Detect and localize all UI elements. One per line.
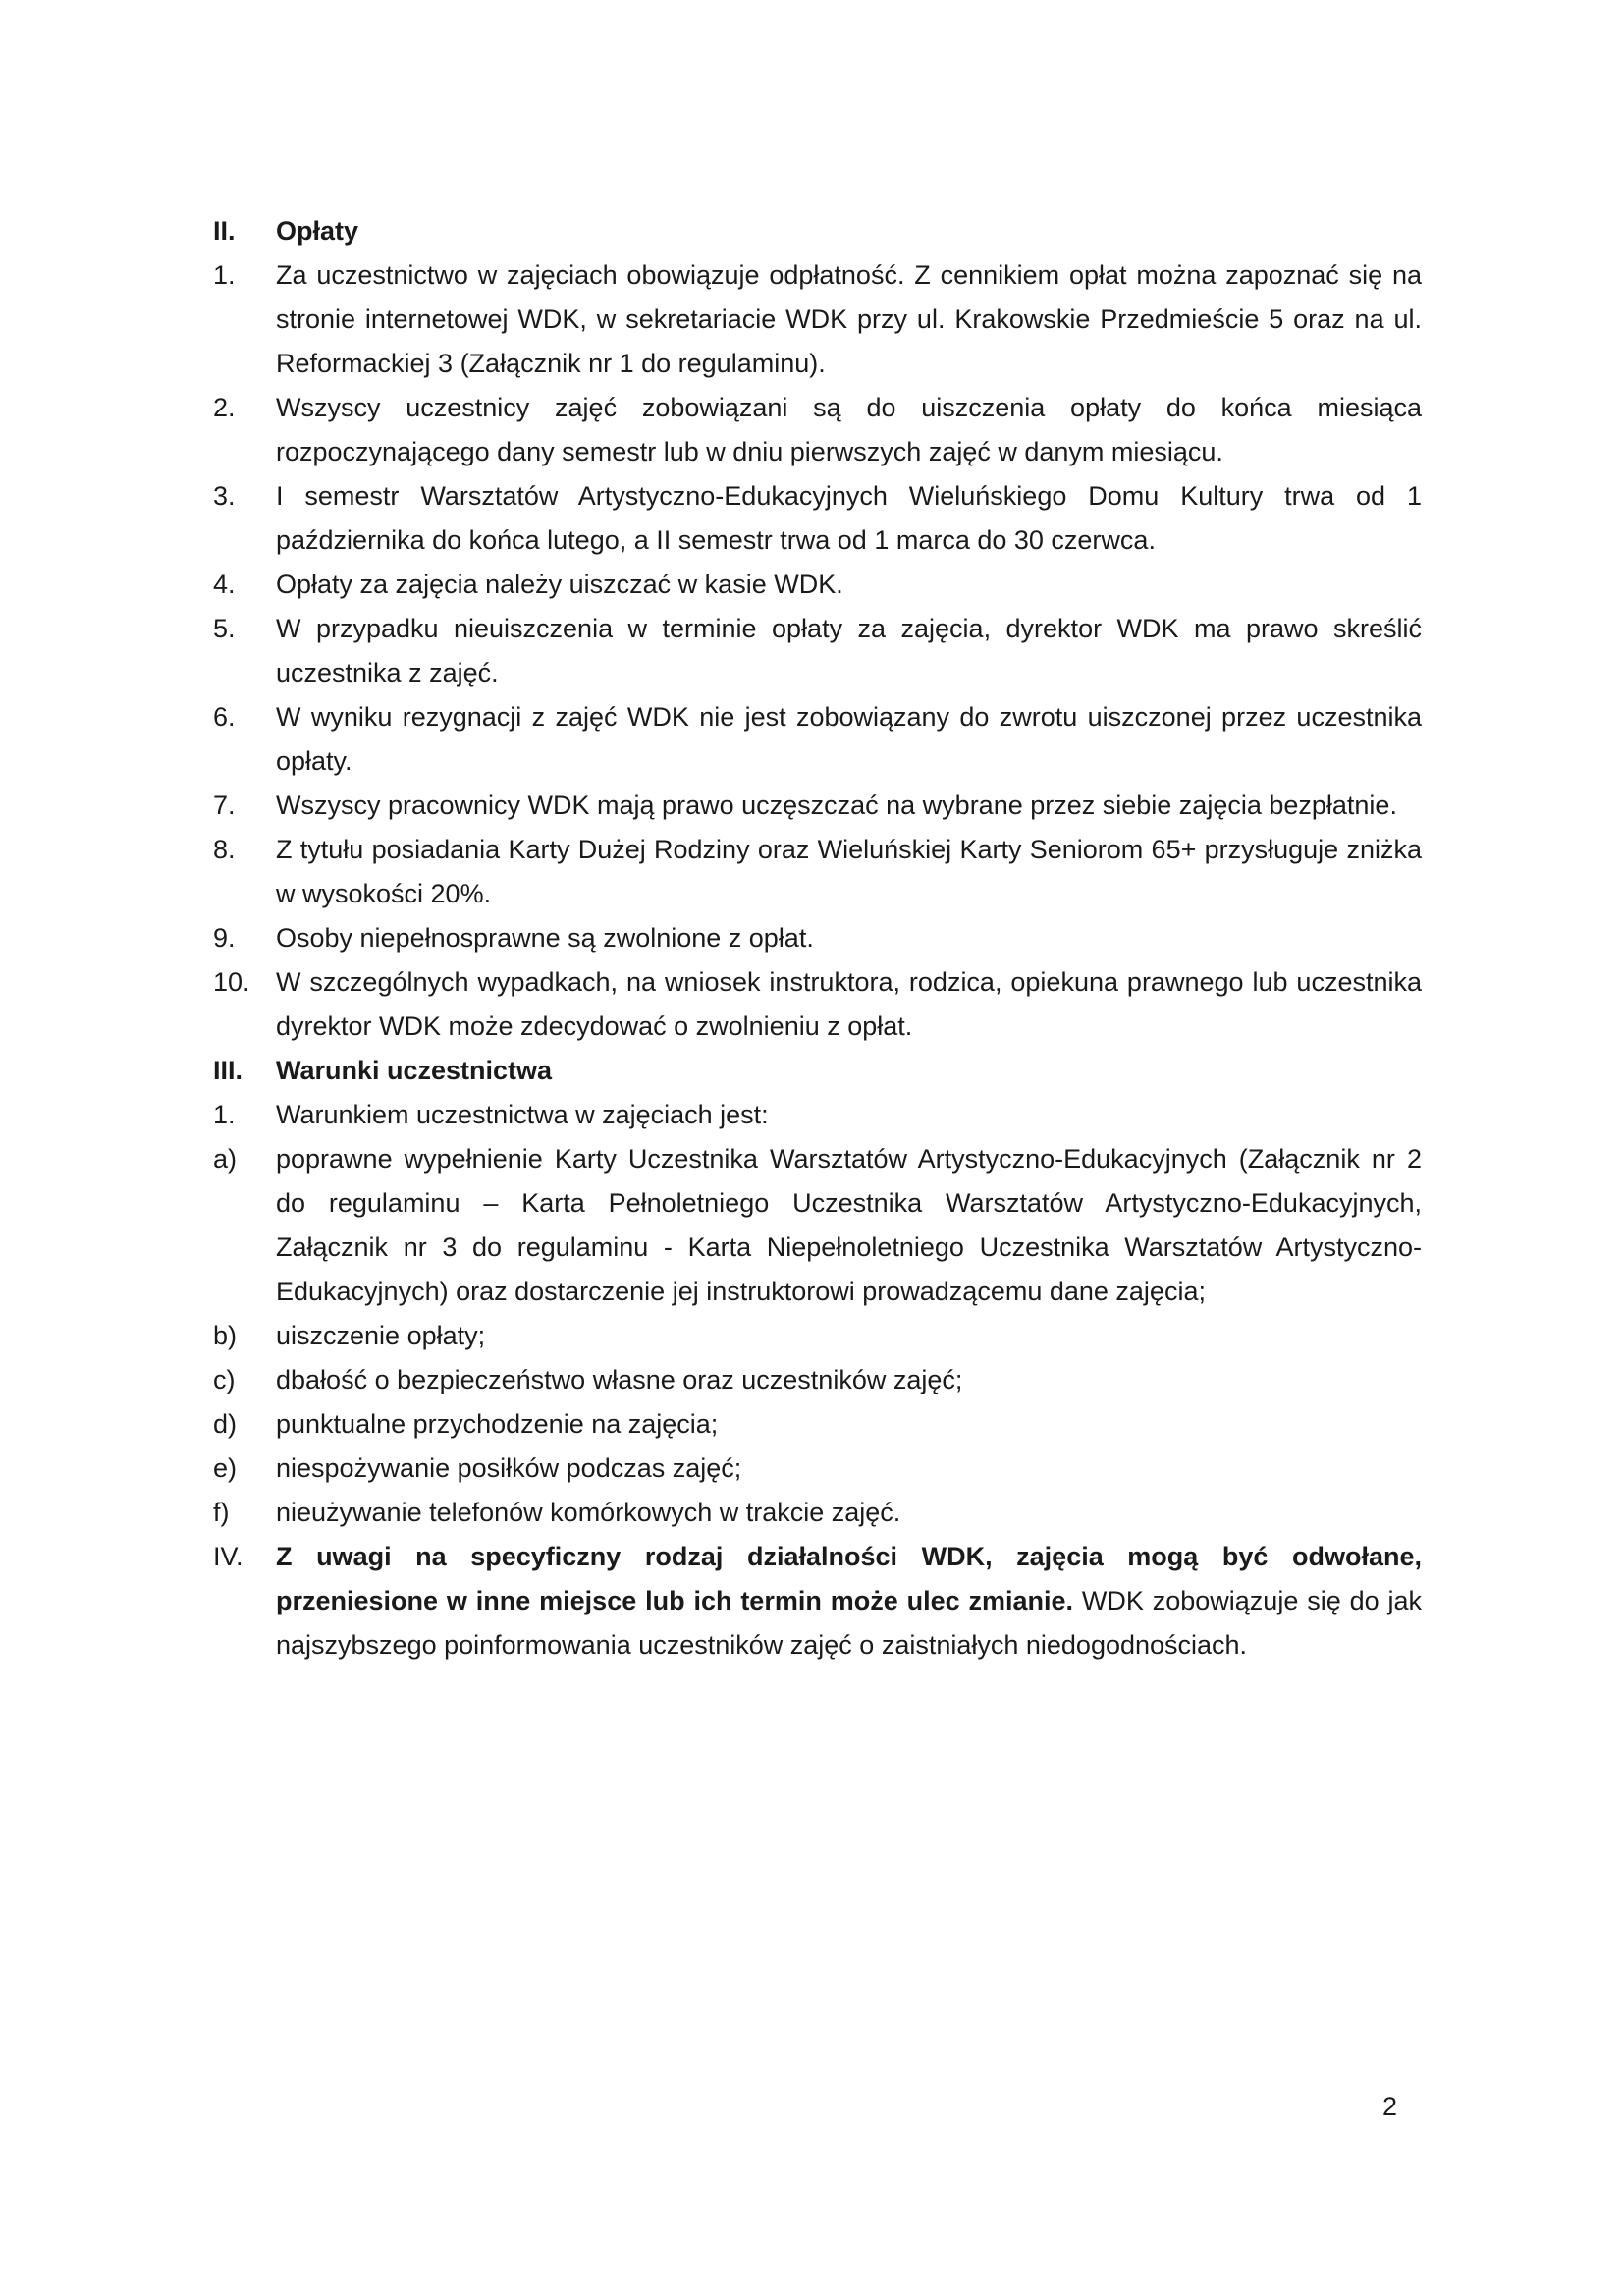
item-number: 6. <box>213 702 236 732</box>
list-item <box>199 563 1422 607</box>
notice-bold-text: Z uwagi na specyficzny rodzaj działalności WDK, zajęcia mogą być odwołane, przeniesione w inne miejsce lub ich termin może ulec zmianie. <box>276 1542 1422 1615</box>
list-item <box>199 1358 1422 1402</box>
item-text: Wszyscy uczestnicy zajęć zobowiązani są do uiszczenia opłaty do końca miesiąca rozpoczynającego dany semestr lub w dniu pierwszych zajęć w danym miesiącu. <box>276 393 1422 466</box>
list-item <box>199 1402 1422 1447</box>
item-number: 3. <box>213 481 236 511</box>
item-text: Z tytułu posiadania Karty Dużej Rodziny oraz Wieluńskiej Karty Seniorom 65+ przysługuje zniżka w wysokości 20%. <box>276 835 1422 908</box>
list-item <box>199 960 1422 1049</box>
item-text: I semestr Warsztatów Artystyczno-Edukacyjnych Wieluńskiego Domu Kultury trwa od 1 października do końca lutego, a II semestr trwa od 1 marca do 30 czerwca. <box>276 481 1422 555</box>
item-text: Warunkiem uczestnictwa w zajęciach jest: <box>276 1100 769 1129</box>
list-item <box>199 474 1422 563</box>
section-number: II. <box>213 216 236 246</box>
item-text: poprawne wypełnienie Karty Uczestnika Warsztatów Artystyczno-Edukacyjnych (Załącznik nr 2 do regulaminu – Karta Pełnoletniego Uczestnika Warsztatów Artystyczno-Edukacyjnych, Załącznik nr 3 do regulaminu - Karta Niepełnoletniego Uczestnika Warsztatów Artystyczno-Edukacyjnych) oraz dostarczenie jej instruktorowi prowadzącemu dane zajęcia; <box>276 1144 1422 1306</box>
list-item <box>199 1491 1422 1535</box>
item-text: uiszczenie opłaty; <box>276 1321 486 1350</box>
item-letter: f) <box>213 1498 230 1527</box>
item-number: 10. <box>213 967 250 997</box>
section-title: Opłaty <box>276 216 359 246</box>
list-item <box>199 828 1422 916</box>
list-item <box>199 916 1422 960</box>
list-item <box>199 1137 1422 1314</box>
item-number: 9. <box>213 923 236 953</box>
item-text: Osoby niepełnosprawne są zwolnione z opłat. <box>276 923 814 953</box>
list-item <box>199 253 1422 386</box>
list-item <box>199 784 1422 828</box>
list-item <box>199 1447 1422 1491</box>
item-number: 1. <box>213 1100 236 1129</box>
section-heading-fees <box>199 209 1422 253</box>
item-number: 1. <box>213 260 236 290</box>
section-number: III. <box>213 1056 243 1085</box>
item-letter: e) <box>213 1453 238 1483</box>
notice-text: WDK zobowiązuje się do jak najszybszego poinformowania uczestników zajęć o zaistniałych niedogodnościach. <box>276 1586 1422 1660</box>
item-text: Wszyscy pracownicy WDK mają prawo uczęszczać na wybrane przez siebie zajęcia bezpłatnie. <box>276 791 1397 820</box>
section-title: Warunki uczestnictwa <box>276 1056 553 1085</box>
item-number: 5. <box>213 614 236 643</box>
item-text: niespożywanie posiłków podczas zajęć; <box>276 1453 742 1483</box>
section-heading-participation <box>199 1049 1422 1093</box>
item-text: Za uczestnictwo w zajęciach obowiązuje odpłatność. Z cennikiem opłat można zapoznać się na stronie internetowej WDK, w sekretariacie WDK przy ul. Krakowskie Przedmieście 5 oraz na ul. Reformackiej 3 (Załącznik nr 1 do regulaminu). <box>276 260 1422 378</box>
list-item <box>199 1093 1422 1137</box>
page-number: 2 <box>1382 2092 1398 2121</box>
item-text: punktualne przychodzenie na zajęcia; <box>276 1409 719 1439</box>
list-item <box>199 1314 1422 1358</box>
list-item <box>199 607 1422 695</box>
notice-paragraph <box>276 1535 1422 1667</box>
item-number: 8. <box>213 835 236 864</box>
item-letter: d) <box>213 1409 238 1439</box>
section-notice <box>199 1535 1422 1667</box>
document-body <box>199 209 1422 1667</box>
list-item <box>199 386 1422 474</box>
item-text: W wyniku rezygnacji z zajęć WDK nie jest zobowiązany do zwrotu uiszczonej przez uczestnika opłaty. <box>276 702 1422 776</box>
item-letter: a) <box>213 1144 238 1174</box>
list-item <box>199 695 1422 784</box>
item-text: W przypadku nieuiszczenia w terminie opłaty za zajęcia, dyrektor WDK ma prawo skreślić uczestnika z zajęć. <box>276 614 1422 687</box>
section-number: IV. <box>213 1542 243 1571</box>
item-number: 2. <box>213 393 236 422</box>
item-number: 7. <box>213 791 236 820</box>
item-text: dbałość o bezpieczeństwo własne oraz uczestników zajęć; <box>276 1365 963 1394</box>
item-text: W szczególnych wypadkach, na wniosek instruktora, rodzica, opiekuna prawnego lub uczestnika dyrektor WDK może zdecydować o zwolnieniu z opłat. <box>276 967 1422 1041</box>
item-letter: c) <box>213 1365 236 1394</box>
item-number: 4. <box>213 570 236 599</box>
item-text: nieużywanie telefonów komórkowych w trakcie zajęć. <box>276 1498 901 1527</box>
item-letter: b) <box>213 1321 238 1350</box>
item-text: Opłaty za zajęcia należy uiszczać w kasie WDK. <box>276 570 843 599</box>
